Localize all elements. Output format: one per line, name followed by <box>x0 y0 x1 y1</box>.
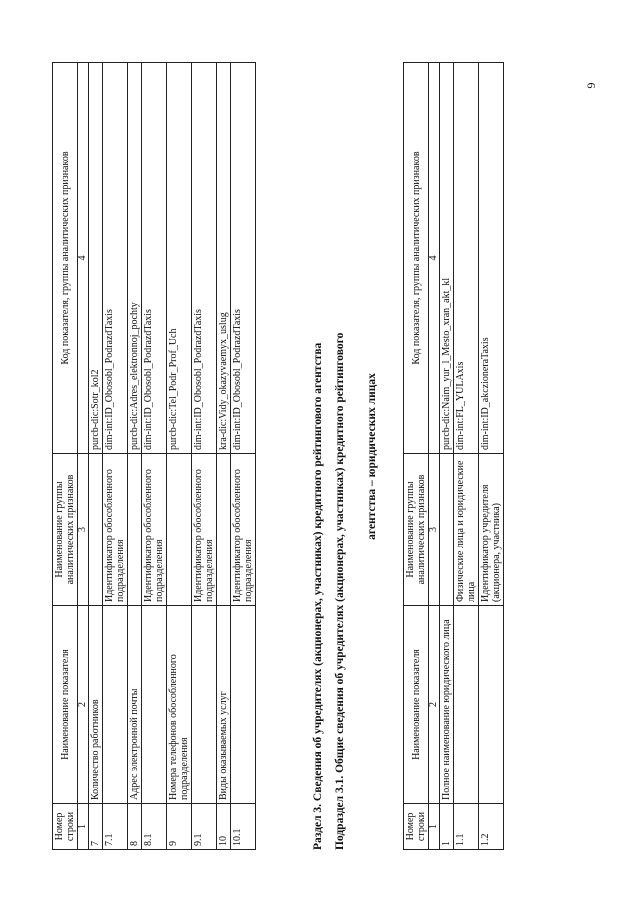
code: purcb-dic:Naim_yur_l_Mesto_xran_akt_kl <box>440 63 454 454</box>
code: dim-int:ID_Obosobl_PodrazdTaxis <box>192 63 217 454</box>
group-name: Идентификатор обособленного подразделения <box>103 454 128 606</box>
index-cell: 3 <box>78 454 89 606</box>
code: dim-int:ID_Obosobl_PodrazdTaxis <box>231 63 256 454</box>
table-index-row <box>429 63 440 850</box>
row-number: 1 <box>440 804 454 850</box>
header-code: Код показателя, группы аналитических признаков <box>404 63 429 454</box>
group-name: Идентификатор обособленного подразделения <box>231 454 256 606</box>
header-code: Код показателя, группы аналитических признаков <box>53 63 78 454</box>
section-heading: Раздел 3. Сведения об учредителях (акционерах, участниках) кредитного рейтингового агентства <box>312 342 324 850</box>
row-number: 7.1 <box>103 804 128 850</box>
table-row <box>454 63 479 850</box>
table-header-row <box>404 63 429 850</box>
index-cell: 4 <box>429 63 440 454</box>
group-name: Идентификатор учредителя (акционера, участника) <box>479 454 504 606</box>
table-founders <box>403 62 504 850</box>
indicator-name <box>103 606 128 804</box>
code: purcb-dic:Sotr_kol2 <box>89 63 103 454</box>
subsection-heading: Подраздел 3.1. Общие сведения об учредителях (акционерах, участниках) кредитного рейтингового <box>334 332 346 850</box>
table-row <box>440 63 454 850</box>
subsection-heading-continued: агентства – юридических лицах <box>366 373 378 540</box>
table-row <box>167 63 192 850</box>
code: dim-int:ID_Obosobl_PodrazdTaxis <box>142 63 167 454</box>
row-number: 10.1 <box>231 804 256 850</box>
code: kra-dic:Vidy_okazyvaemyx_uslug <box>217 63 231 454</box>
row-number: 7 <box>89 804 103 850</box>
header-indicator-name: Наименование показателя <box>53 606 78 804</box>
indicator-name <box>142 606 167 804</box>
group-name <box>167 454 192 606</box>
code: purcb-dic:Adres_elektronnoj_pochty <box>128 63 142 454</box>
header-row-number: Номер строки <box>53 804 78 850</box>
row-number: 8 <box>128 804 142 850</box>
group-name <box>89 454 103 606</box>
index-cell: 2 <box>429 606 440 804</box>
index-cell: 1 <box>429 804 440 850</box>
table-row <box>89 63 103 850</box>
indicator-name <box>479 606 504 804</box>
group-name <box>217 454 231 606</box>
header-group-name: Наименование группы аналитических признаков <box>404 454 429 606</box>
table-row <box>192 63 217 850</box>
header-row-number: Номер строки <box>404 804 429 850</box>
table-header-row <box>53 63 78 850</box>
row-number: 1.2 <box>479 804 504 850</box>
indicator-name: Номера телефонов обособленного подразделения <box>167 606 192 804</box>
indicator-name <box>192 606 217 804</box>
index-cell: 2 <box>78 606 89 804</box>
group-name <box>128 454 142 606</box>
row-number: 8.1 <box>142 804 167 850</box>
group-name: Физические лица и юридические лица <box>454 454 479 606</box>
table-row <box>231 63 256 850</box>
table-row <box>142 63 167 850</box>
table-row <box>479 63 504 850</box>
table-branches <box>52 62 256 850</box>
row-number: 1.1 <box>454 804 479 850</box>
group-name: Идентификатор обособленного подразделения <box>142 454 167 606</box>
group-name <box>440 454 454 606</box>
header-group-name: Наименование группы аналитических признаков <box>53 454 78 606</box>
code: purcb-dic:Tel_Podr_Prof_Uch <box>167 63 192 454</box>
code: dim-int:ID_akczioneraTaxis <box>479 63 504 454</box>
row-number: 9.1 <box>192 804 217 850</box>
table-row <box>103 63 128 850</box>
table-index-row <box>78 63 89 850</box>
index-cell: 4 <box>78 63 89 454</box>
indicator-name: Количество работников <box>89 606 103 804</box>
table-row <box>128 63 142 850</box>
table-row <box>217 63 231 850</box>
index-cell: 3 <box>429 454 440 606</box>
rotated-document-content <box>52 50 622 850</box>
indicator-name: Виды оказываемых услуг <box>217 606 231 804</box>
row-number: 10 <box>217 804 231 850</box>
indicator-name <box>231 606 256 804</box>
index-cell: 1 <box>78 804 89 850</box>
indicator-name <box>454 606 479 804</box>
group-name: Идентификатор обособленного подразделения <box>192 454 217 606</box>
code: dim-int:ID_Obosobl_PodrazdTaxis <box>103 63 128 454</box>
code: dim-int:FL_YULAxis <box>454 63 479 454</box>
page-number: 6 <box>584 82 599 89</box>
row-number: 9 <box>167 804 192 850</box>
indicator-name: Адрес электронной почты <box>128 606 142 804</box>
indicator-name: Полное наименование юридического лица <box>440 606 454 804</box>
header-indicator-name: Наименование показателя <box>404 606 429 804</box>
